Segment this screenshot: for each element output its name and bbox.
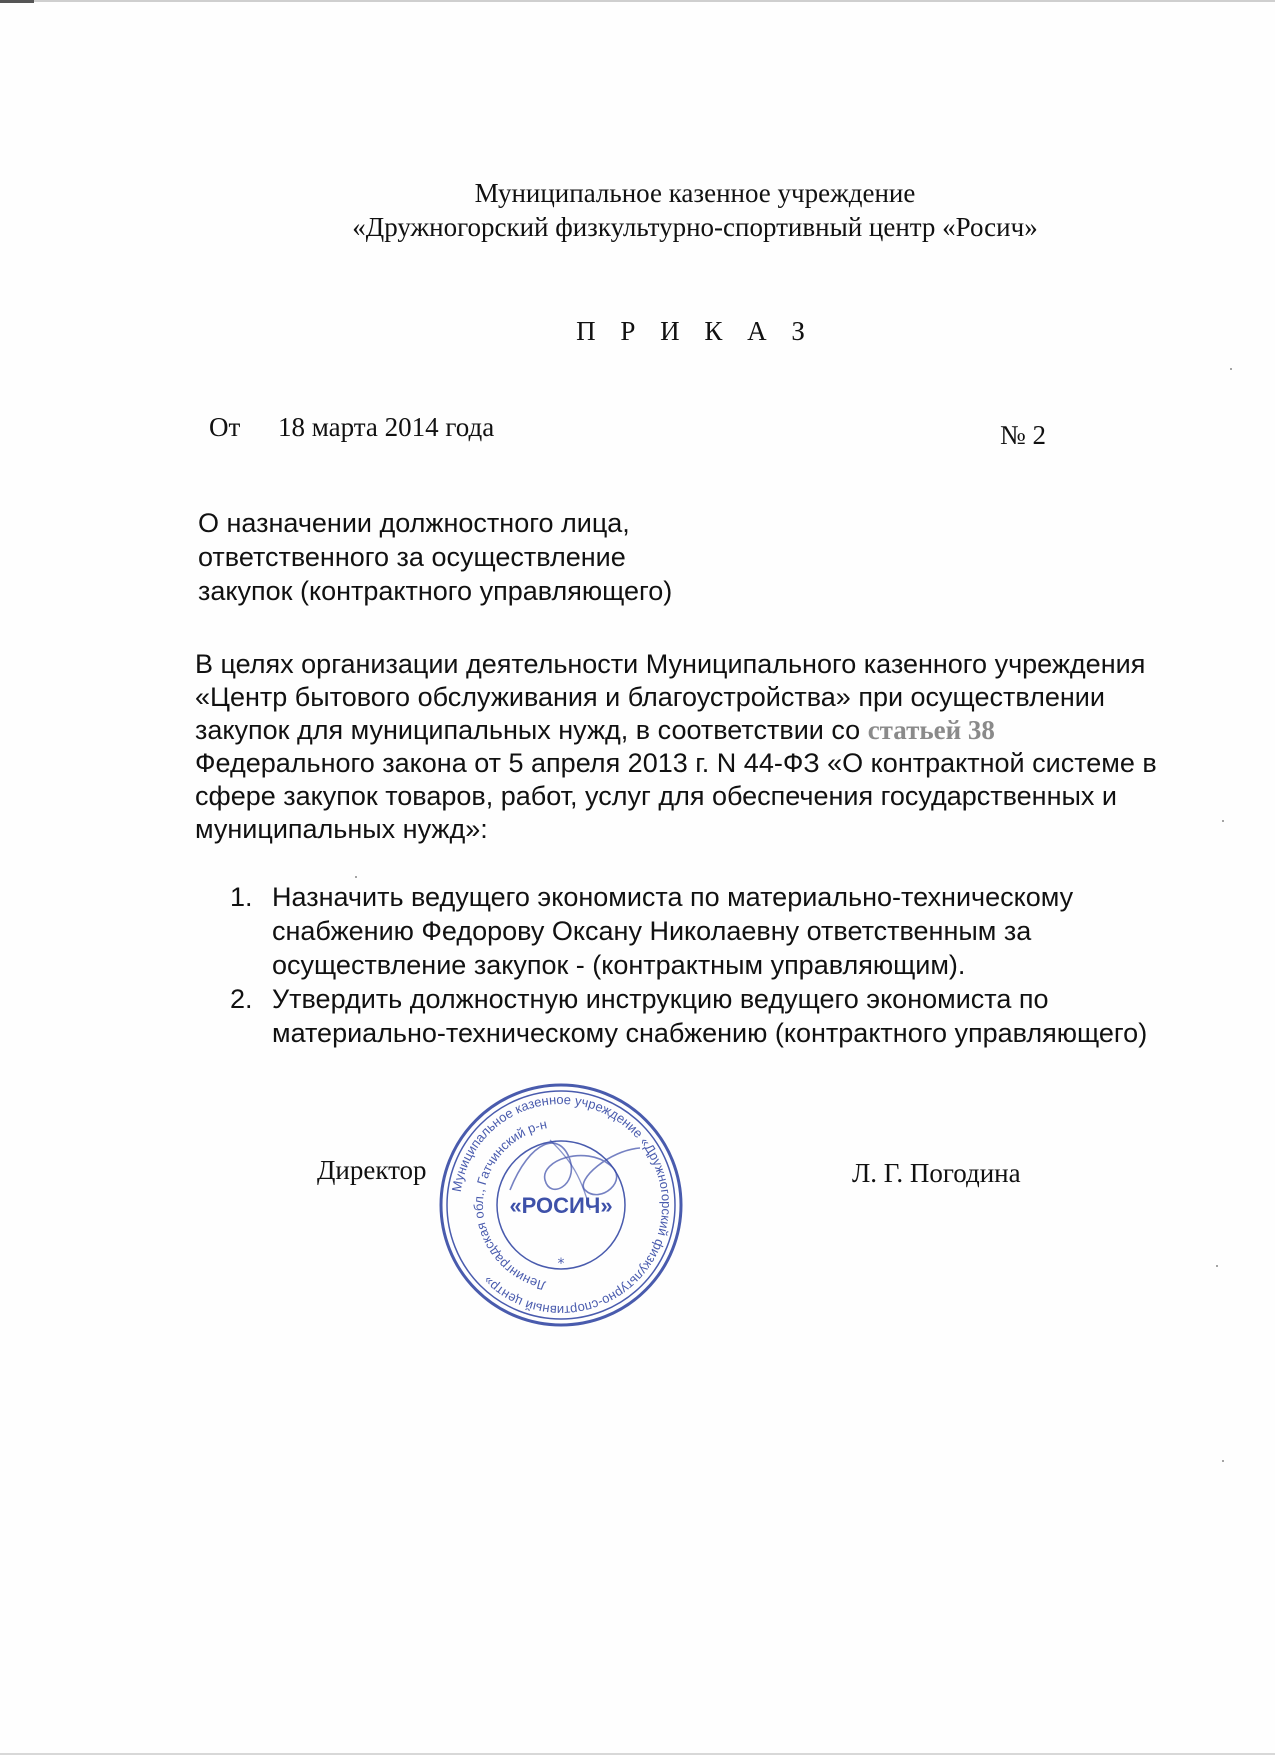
list-item bbox=[230, 880, 1147, 982]
preamble-line: Федерального закона от 5 апреля 2013 г. N 44-ФЗ «О контрактной системе в bbox=[195, 748, 1157, 778]
document-number: № 2 bbox=[1000, 420, 1047, 450]
preamble-text: закупок для муниципальных нужд, в соответствии со bbox=[195, 715, 868, 745]
scan-edge-top bbox=[0, 0, 1275, 2]
order-preamble bbox=[195, 648, 1157, 846]
signatory-name: Л. Г. Погодина bbox=[852, 1158, 1021, 1188]
date-prefix: От bbox=[209, 412, 241, 442]
seal-center-text: «РОСИЧ» bbox=[509, 1193, 613, 1218]
list-item-line: Назначить ведущего экономиста по материально-техническому bbox=[272, 882, 1074, 912]
preamble-line: сфере закупок товаров, работ, услуг для обеспечения государственных и bbox=[195, 781, 1117, 811]
org-name-line-1: Муниципальное казенное учреждение bbox=[474, 178, 916, 208]
list-item-line: Утвердить должностную инструкцию ведущего экономиста по bbox=[272, 984, 1049, 1014]
preamble-line bbox=[195, 714, 1157, 747]
scan-speck bbox=[1216, 1265, 1218, 1267]
preamble-line: муниципальных нужд»: bbox=[195, 814, 488, 844]
seal-outer-text: Муниципальное казенное учреждение «Дружногорский физкультурно-спортивный центр» bbox=[448, 1091, 675, 1319]
preamble-line: «Центр бытового обслуживания и благоустройства» при осуществлении bbox=[195, 682, 1105, 712]
list-item-line: осуществление закупок - (контрактным управляющим). bbox=[272, 950, 966, 980]
list-item-line: снабжению Федорову Оксану Николаевну ответственным за bbox=[272, 916, 1032, 946]
seal-inner-text: Ленинградская обл., Гатчинский р-н bbox=[470, 1116, 549, 1294]
handwritten-signature bbox=[490, 1120, 660, 1230]
list-item-number: 1. bbox=[230, 882, 253, 912]
list-item-number: 2. bbox=[230, 984, 253, 1014]
preamble-line: В целях организации деятельности Муниципального казенного учреждения bbox=[195, 649, 1146, 679]
subject-line: О назначении должностного лица, bbox=[198, 508, 630, 538]
scan-speck bbox=[1222, 820, 1224, 822]
scan-speck bbox=[1222, 1460, 1224, 1462]
document-title: П Р И К А З bbox=[576, 316, 814, 346]
subject-line: закупок (контрактного управляющего) bbox=[198, 576, 673, 606]
subject-line: ответственного за осуществление bbox=[198, 542, 626, 572]
signatory-title: Директор bbox=[317, 1155, 427, 1185]
order-items bbox=[230, 880, 1147, 1050]
scan-speck bbox=[355, 876, 357, 878]
law-article-link[interactable]: статьей 38 bbox=[867, 715, 995, 745]
order-subject bbox=[198, 506, 672, 608]
list-item bbox=[230, 982, 1147, 1050]
seal-star-icon: * bbox=[557, 1256, 565, 1272]
scan-mark bbox=[0, 0, 34, 3]
org-name-line-2: «Дружногорский физкультурно-спортивный центр «Росич» bbox=[352, 212, 1038, 242]
list-item-line: материально-техническому снабжению (контрактного управляющего) bbox=[272, 1018, 1148, 1048]
document-date: 18 марта 2014 года bbox=[278, 412, 495, 442]
scan-speck bbox=[1230, 368, 1232, 370]
